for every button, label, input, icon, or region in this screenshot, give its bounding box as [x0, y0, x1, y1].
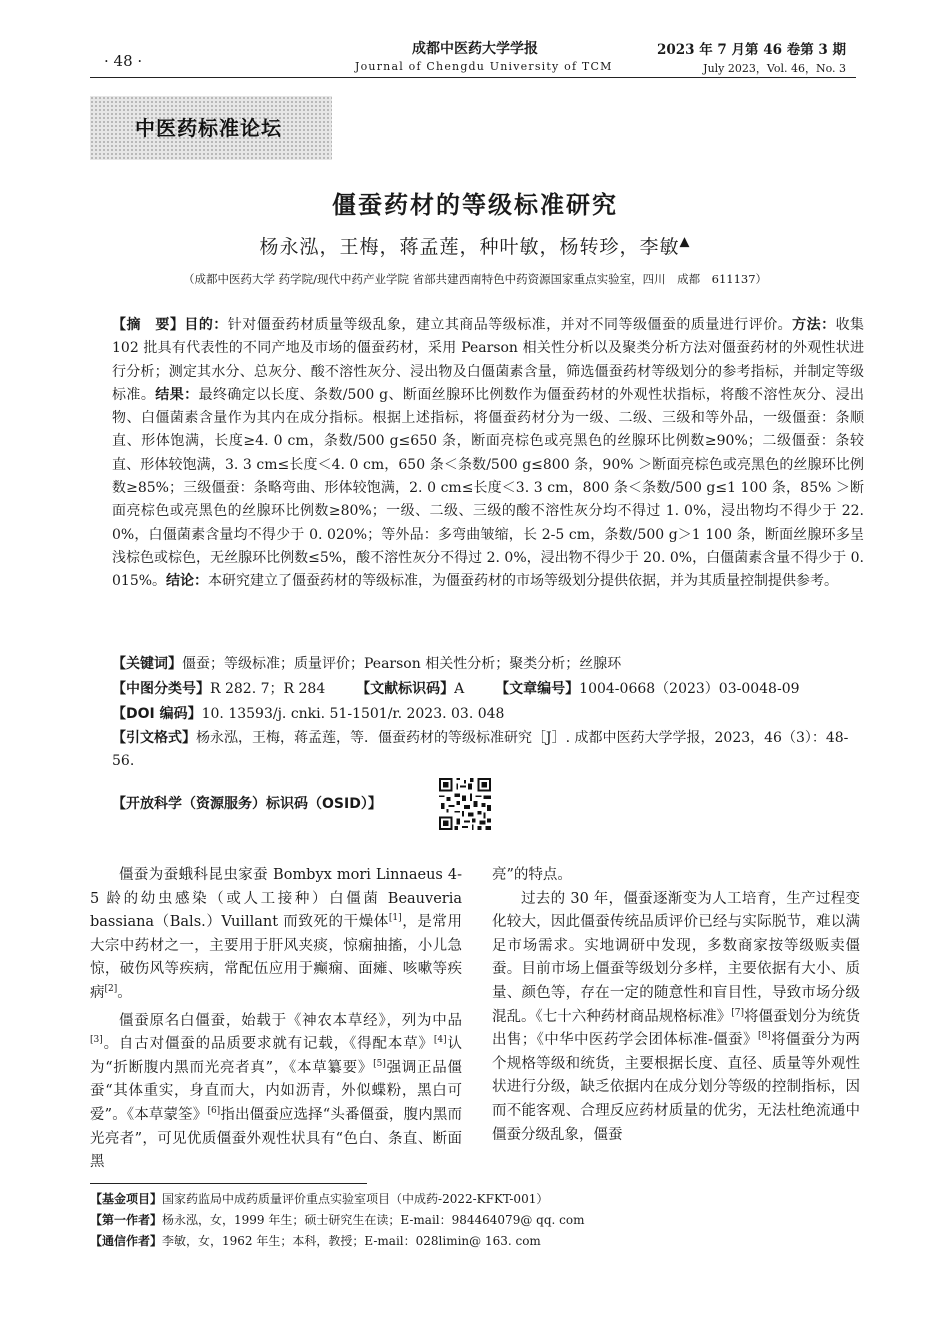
- result-text: 最终确定以长度、条数/500 g、断面丝腺环比例数作为僵蚕药材的外观性状指标，将酸不溶性灰分、浸出物、白僵菌素含量作为其内在成分指标。根据上述指标，将僵蚕药材分为一级、二级、三级和等外品，一级僵蚕：条顺直、形体饱满，长度≥4. 0 cm，条数/500 g≤650 条，断面亮棕色或亮黑色的丝腺环比例数≥90%；二级僵蚕：条较直、形体较饱满，3. 3 cm≤长度＜4. 0 cm，650 条＜条数/500 g≤800 条，90% ＞断面亮棕色或亮黑色的丝腺环比例数≥85%；三级僵蚕：条略弯曲、形体较饱满，2. 0 cm≤长度＜3. 3 cm，800 条＜条数/500 g≤1 100 条，85% ＞断面亮棕色或亮黑色的丝腺环比例数≥80%；一级、二级、三级的酸不溶性灰分均不得过 1. 0%，浸出物均不得少于 22. 0%，白僵菌素含量均不得少于 0. 020%；等外品：多弯曲皱缩，长 2-5 cm，条数/500 g＞1 100 条，断面丝腺环多呈浅棕色或棕色，无丝腺环比例数≤5%，酸不溶性灰分不得过 2. 0%，浸出物不得少于 20. 0%，白僵菌素含量不得少于 0. 015%。: [112, 386, 865, 590]
- conclusion-text: 本研究建立了僵蚕药材的等级标准，为僵蚕药材的市场等级划分提供依据，并为其质量控制提供参考。: [208, 573, 839, 590]
- column-label: 中医药标准论坛: [135, 116, 282, 140]
- body-paragraph-2: 僵蚕原名白僵蚕，始载于《神农本草经》，列为中品[3]。自古对僵蚕的品质要求就有记载，《得配本草》[4]认为“折断腹内黑而光亮者真”，《本草纂要》[5]强调正品僵蚕“其体重实，身直而大，内如沥青，外似蝶粉，黑白可爱”。《本草蒙筌》[6]指出僵蚕应选择“头番僵蚕，腹内黑而光亮者”，可见优质僵蚕外观性状具有“色白、条直、断面黑: [90, 1012, 463, 1171]
- citation-marker[interactable]: [6]: [207, 1106, 221, 1117]
- doi-label: 【DOI 编码】: [112, 706, 202, 722]
- abstract-label: 【摘 要】: [112, 317, 185, 333]
- footnote-rule: [90, 1183, 367, 1184]
- authors-text: 杨永泓，王梅，蒋孟莲，种叶敏，杨转珍，李敏: [259, 236, 680, 258]
- abstract: [112, 314, 864, 594]
- classification-line: [112, 678, 864, 701]
- doi-line: [112, 703, 864, 726]
- issue-info-cn: 2023 年 7 月第 46 卷第 3 期: [656, 42, 846, 58]
- body-paragraph-3: 过去的 30 年，僵蚕逐渐变为人工培育，生产过程变化较大，因此僵蚕传统品质评价已经与实际脱节，难以满足市场需求。实地调研中发现，多数商家按等级贩卖僵蚕。目前市场上僵蚕等级划分多样，主要依据有大小、质量、颜色等，存在一定的随意性和盲目性，导致市场分级混乱。《七十六种药材商品规格标准》[7]将僵蚕划分为统货出售；《中华中医药学会团体标准-僵蚕》[8]将僵蚕分为两个规格等级和统货，主要根据长度、直径、质量等外观性状进行分级，缺乏依据内在成分划分等级的控制指标，因而不能客观、合理反应药材质量的优劣，无法杜绝流通中僵蚕分级乱象，僵蚕: [492, 890, 861, 1143]
- journal-title-cn: 成都中医药大学学报: [412, 41, 538, 57]
- qr-code-icon[interactable]: [437, 776, 493, 832]
- citation-line: [112, 727, 864, 773]
- body-right-column: [492, 864, 860, 1147]
- method-text: 收集 102 批具有代表性的不同产地及市场的僵蚕药材，采用 Pearson 相关性分析以及聚类分析方法对僵蚕药材的外观性状进行分析；测定其水分、总灰分、酸不溶性灰分、浸出物及白僵菌素含量，筛选僵蚕药材等级划分的参考指标，并制定等级标准。: [112, 317, 865, 403]
- osid-label: 【开放科学（资源服务）标识码（OSID）】: [112, 796, 382, 812]
- body-paragraph-2-continued: 亮”的特点。: [492, 867, 572, 883]
- citation-marker[interactable]: [2]: [104, 984, 118, 995]
- footnote-fund: 【基金项目】国家药监局中成药质量评价重点实验室项目（中成药-2022-KFKT-001）: [90, 1192, 549, 1206]
- keywords-value: 僵蚕；等级标准；质量评价；Pearson 相关性分析；聚类分析；丝腺环: [182, 656, 622, 672]
- citation-marker[interactable]: [5]: [373, 1058, 386, 1069]
- affiliation: （成都中医药大学 药学院/现代中药产业学院 省部共建西南特色中药资源国家重点实验室，四川 成都 611137）: [182, 272, 768, 286]
- citation-label: 【引文格式】: [112, 730, 196, 746]
- author-list: [0, 232, 950, 259]
- result-label: 结果：: [155, 386, 199, 403]
- objective-text: 针对僵蚕药材质量等级乱象，建立其商品等级标准，并对不同等级僵蚕的质量进行评价。: [227, 317, 793, 333]
- article-number-label: 【文章编号】: [495, 681, 580, 697]
- method-label: 方法：: [792, 317, 836, 333]
- objective-label: 目的：: [184, 317, 228, 333]
- citation-marker[interactable]: [4]: [433, 1035, 447, 1046]
- doccode-value: A: [454, 681, 465, 697]
- page-number: · 48 ·: [104, 52, 143, 70]
- citation-marker[interactable]: [1]: [388, 913, 402, 924]
- doi-value[interactable]: 10. 13593/j. cnki. 51-1501/r. 2023. 03. 048: [201, 706, 505, 722]
- citation-marker[interactable]: [8]: [757, 1031, 771, 1042]
- keywords-label: 【关键词】: [112, 656, 182, 672]
- issue-info-en: July 2023，Vol. 46，No. 3: [703, 62, 846, 75]
- article-number-value: 1004-0668（2023）03-0048-09: [579, 681, 800, 697]
- article-title: 僵蚕药材的等级标准研究: [332, 191, 618, 219]
- journal-title-en: Journal of Chengdu University of TCM: [355, 60, 613, 73]
- citation-marker[interactable]: [7]: [731, 1007, 744, 1018]
- citation-value: 杨永泓，王梅，蒋孟莲，等．僵蚕药材的等级标准研究［J］. 成都中医药大学学报，2023，46（3）：48- 56.: [112, 730, 849, 769]
- clc-label: 【中图分类号】: [112, 681, 210, 697]
- header-rule: [90, 77, 856, 78]
- doccode-label: 【文献标识码】: [356, 681, 455, 697]
- clc-value: R 282. 7；R 284: [210, 681, 326, 697]
- corresponding-mark: ▲: [679, 234, 691, 250]
- conclusion-label: 结论：: [166, 573, 209, 590]
- keywords-line: [112, 653, 864, 676]
- citation-marker[interactable]: [3]: [90, 1035, 103, 1046]
- footnote-corresponding-author: 【通信作者】李敏，女，1962 年生；本科，教授；E-mail：028limin@ 163. com: [90, 1234, 541, 1248]
- footnote-first-author: 【第一作者】杨永泓，女，1999 年生；硕士研究生在读；E-mail：984464079@ qq. com: [90, 1213, 585, 1227]
- body-paragraph-1: 僵蚕为蚕蛾科昆虫家蚕 Bombyx mori Linnaeus 4-5 龄的幼虫感染（或人工接种）白僵菌 Beauveria bassiana（Bals.）Vuillant 而致死的干燥体[1]，是常用大宗中药材之一，主要用于肝风夹痰，惊痫抽搐，小儿急惊，破伤风等疾病，常配伍应用于癫痫、面瘫、咳嗽等疾病[2]。: [90, 867, 463, 1001]
- body-left-column: [90, 864, 462, 1175]
